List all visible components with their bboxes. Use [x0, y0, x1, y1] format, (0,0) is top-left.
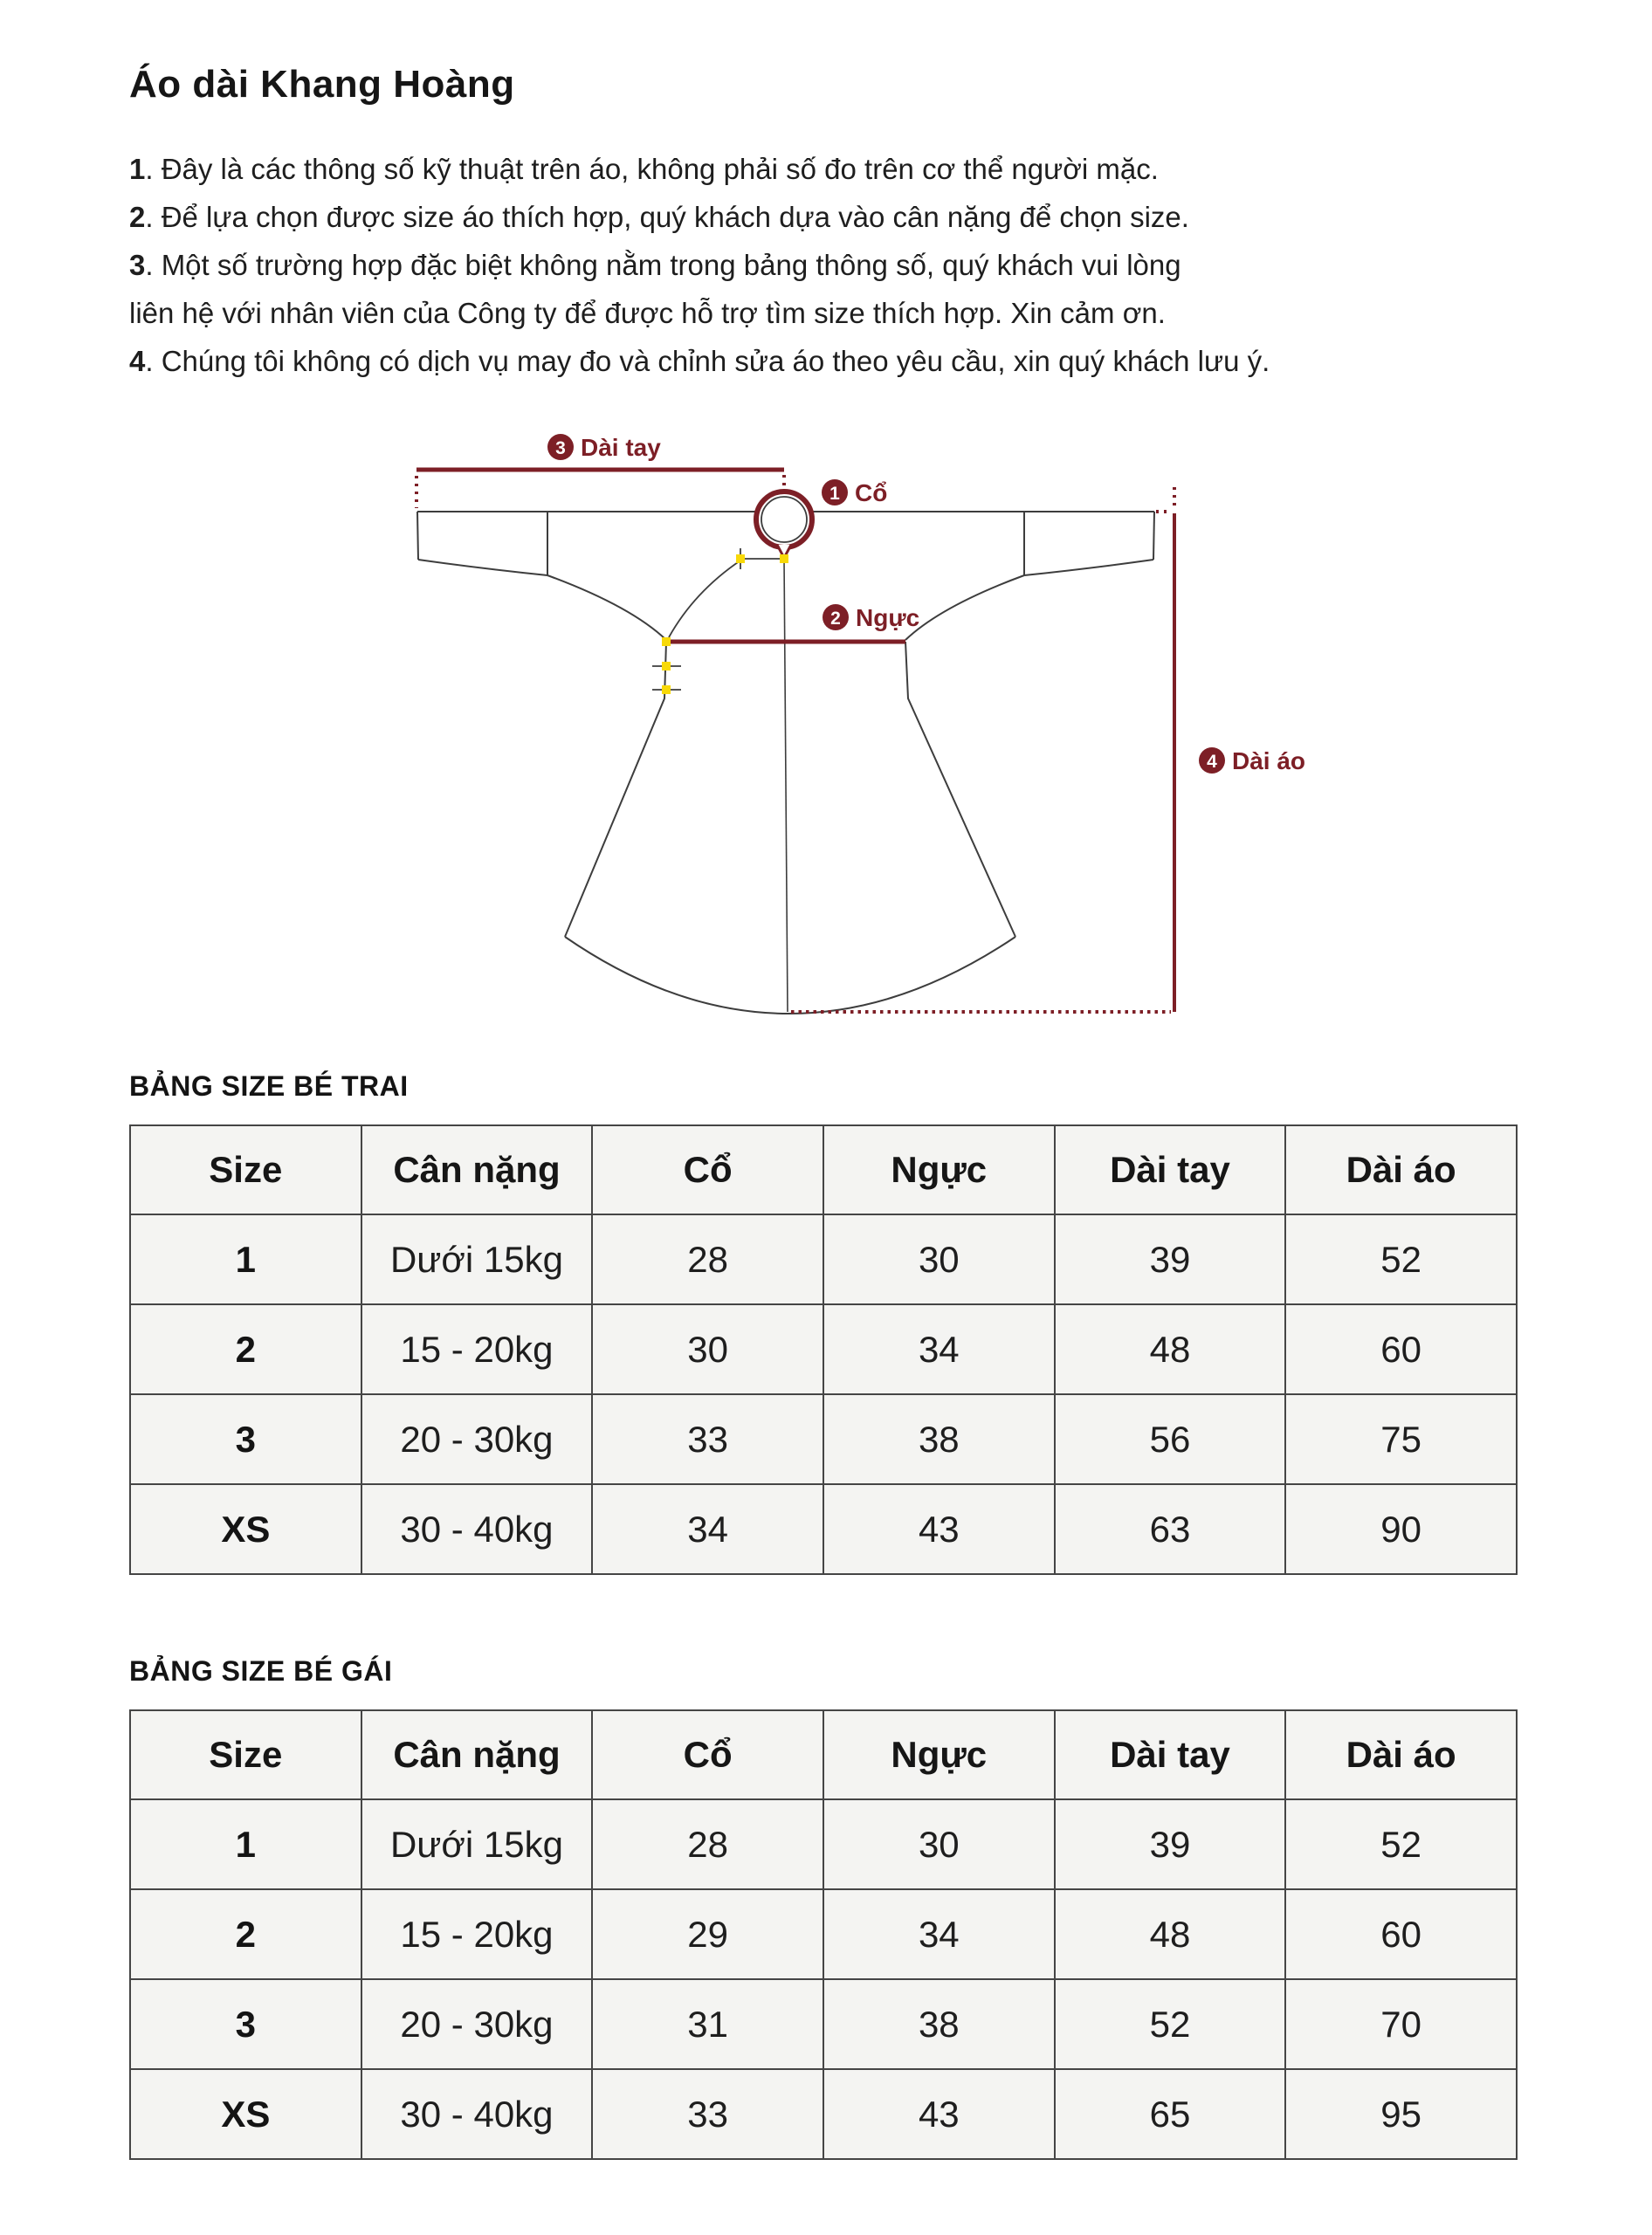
table-row	[130, 1889, 1517, 1979]
svg-text:1: 1	[829, 484, 840, 504]
size-cell: 1	[130, 1799, 361, 1889]
value-cell: 43	[823, 1484, 1055, 1574]
column-header: Cân nặng	[361, 1125, 593, 1214]
value-cell: Dưới 15kg	[361, 1214, 593, 1304]
size-table-girls	[129, 1709, 1518, 2160]
value-cell: 70	[1285, 1979, 1517, 2069]
diagram-labels	[547, 434, 1305, 774]
value-cell: 30	[823, 1799, 1055, 1889]
note-text: liên hệ với nhân viên của Công ty để được hỗ trợ tìm size thích hợp. Xin cảm ơn.	[129, 297, 1166, 329]
column-header: Cổ	[592, 1125, 823, 1214]
size-cell: 2	[130, 1304, 361, 1394]
value-cell: 43	[823, 2069, 1055, 2159]
value-cell: 30	[823, 1214, 1055, 1304]
value-cell: 75	[1285, 1394, 1517, 1484]
svg-text:Dài áo: Dài áo	[1232, 747, 1306, 774]
column-header: Dài tay	[1055, 1125, 1286, 1214]
note-number: 1	[129, 153, 146, 185]
size-cell: 2	[130, 1889, 361, 1979]
note-line	[129, 145, 1491, 193]
svg-text:2: 2	[830, 609, 841, 629]
table-row	[130, 1799, 1517, 1889]
column-header: Size	[130, 1125, 361, 1214]
value-cell: 30	[592, 1304, 823, 1394]
note-text: . Một số trường hợp đặc biệt không nằm trong bảng thông số, quý khách vui lòng	[145, 249, 1181, 281]
size-cell: XS	[130, 2069, 361, 2159]
label-sleeve-length	[547, 434, 661, 461]
svg-text:Dài tay: Dài tay	[581, 434, 661, 461]
svg-text:Cổ: Cổ	[855, 479, 888, 506]
value-cell: 20 - 30kg	[361, 1979, 593, 2069]
column-header: Dài áo	[1285, 1125, 1517, 1214]
ao-dai-measurement-diagram	[393, 417, 1345, 1046]
table-row	[130, 1394, 1517, 1484]
notes-block	[129, 145, 1491, 385]
table-row	[130, 2069, 1517, 2159]
value-cell: 52	[1055, 1979, 1286, 2069]
value-cell: 63	[1055, 1484, 1286, 1574]
note-number: 2	[129, 201, 146, 233]
note-text: . Để lựa chọn được size áo thích hợp, quý khách dựa vào cân nặng để chọn size.	[145, 201, 1189, 233]
boys-table-heading: BẢNG SIZE BÉ TRAI	[129, 1070, 409, 1102]
column-header: Dài tay	[1055, 1710, 1286, 1799]
size-cell: 3	[130, 1394, 361, 1484]
label-collar	[822, 479, 887, 506]
value-cell: 33	[592, 1394, 823, 1484]
value-cell: 38	[823, 1979, 1055, 2069]
note-number: 4	[129, 345, 146, 377]
value-cell: 34	[823, 1304, 1055, 1394]
label-garment-length	[1199, 747, 1305, 774]
girls-table-heading: BẢNG SIZE BÉ GÁI	[129, 1655, 393, 1687]
header-row	[130, 1125, 1517, 1214]
value-cell: 33	[592, 2069, 823, 2159]
value-cell: 20 - 30kg	[361, 1394, 593, 1484]
table-row	[130, 1214, 1517, 1304]
note-number: 3	[129, 249, 146, 281]
size-cell: XS	[130, 1484, 361, 1574]
value-cell: 38	[823, 1394, 1055, 1484]
note-text: . Chúng tôi không có dịch vụ may đo và chỉnh sửa áo theo yêu cầu, xin quý khách lưu ý.	[145, 345, 1270, 377]
table-row	[130, 1304, 1517, 1394]
note-text: . Đây là các thông số kỹ thuật trên áo, không phải số đo trên cơ thể người mặc.	[145, 153, 1159, 185]
value-cell: Dưới 15kg	[361, 1799, 593, 1889]
note-line	[129, 337, 1491, 385]
value-cell: 15 - 20kg	[361, 1889, 593, 1979]
value-cell: 34	[592, 1484, 823, 1574]
column-header: Cân nặng	[361, 1710, 593, 1799]
svg-text:Ngực: Ngực	[856, 604, 920, 631]
value-cell: 30 - 40kg	[361, 1484, 593, 1574]
page-title: Áo dài Khang Hoàng	[129, 63, 515, 106]
collar-ring	[756, 492, 812, 547]
value-cell: 90	[1285, 1484, 1517, 1574]
value-cell: 52	[1285, 1214, 1517, 1304]
measurement-lines	[416, 470, 1174, 1012]
note-line	[129, 193, 1491, 241]
value-cell: 31	[592, 1979, 823, 2069]
header-row	[130, 1710, 1517, 1799]
fit-marks	[662, 554, 788, 694]
column-header: Cổ	[592, 1710, 823, 1799]
value-cell: 48	[1055, 1304, 1286, 1394]
note-line	[129, 241, 1491, 289]
column-header: Dài áo	[1285, 1710, 1517, 1799]
value-cell: 65	[1055, 2069, 1286, 2159]
note-line	[129, 289, 1491, 337]
value-cell: 95	[1285, 2069, 1517, 2159]
value-cell: 56	[1055, 1394, 1286, 1484]
value-cell: 34	[823, 1889, 1055, 1979]
value-cell: 28	[592, 1799, 823, 1889]
svg-text:4: 4	[1207, 752, 1217, 772]
table-row	[130, 1484, 1517, 1574]
value-cell: 60	[1285, 1304, 1517, 1394]
value-cell: 52	[1285, 1799, 1517, 1889]
value-cell: 29	[592, 1889, 823, 1979]
value-cell: 30 - 40kg	[361, 2069, 593, 2159]
column-header: Ngực	[823, 1125, 1055, 1214]
value-cell: 60	[1285, 1889, 1517, 1979]
size-cell: 1	[130, 1214, 361, 1304]
svg-text:3: 3	[555, 438, 566, 458]
table-row	[130, 1979, 1517, 2069]
value-cell: 28	[592, 1214, 823, 1304]
garment-outline	[417, 497, 1154, 1014]
size-table-boys	[129, 1124, 1518, 1575]
value-cell: 48	[1055, 1889, 1286, 1979]
value-cell: 39	[1055, 1214, 1286, 1304]
value-cell: 39	[1055, 1799, 1286, 1889]
value-cell: 15 - 20kg	[361, 1304, 593, 1394]
size-cell: 3	[130, 1979, 361, 2069]
label-chest	[823, 604, 919, 631]
column-header: Size	[130, 1710, 361, 1799]
column-header: Ngực	[823, 1710, 1055, 1799]
